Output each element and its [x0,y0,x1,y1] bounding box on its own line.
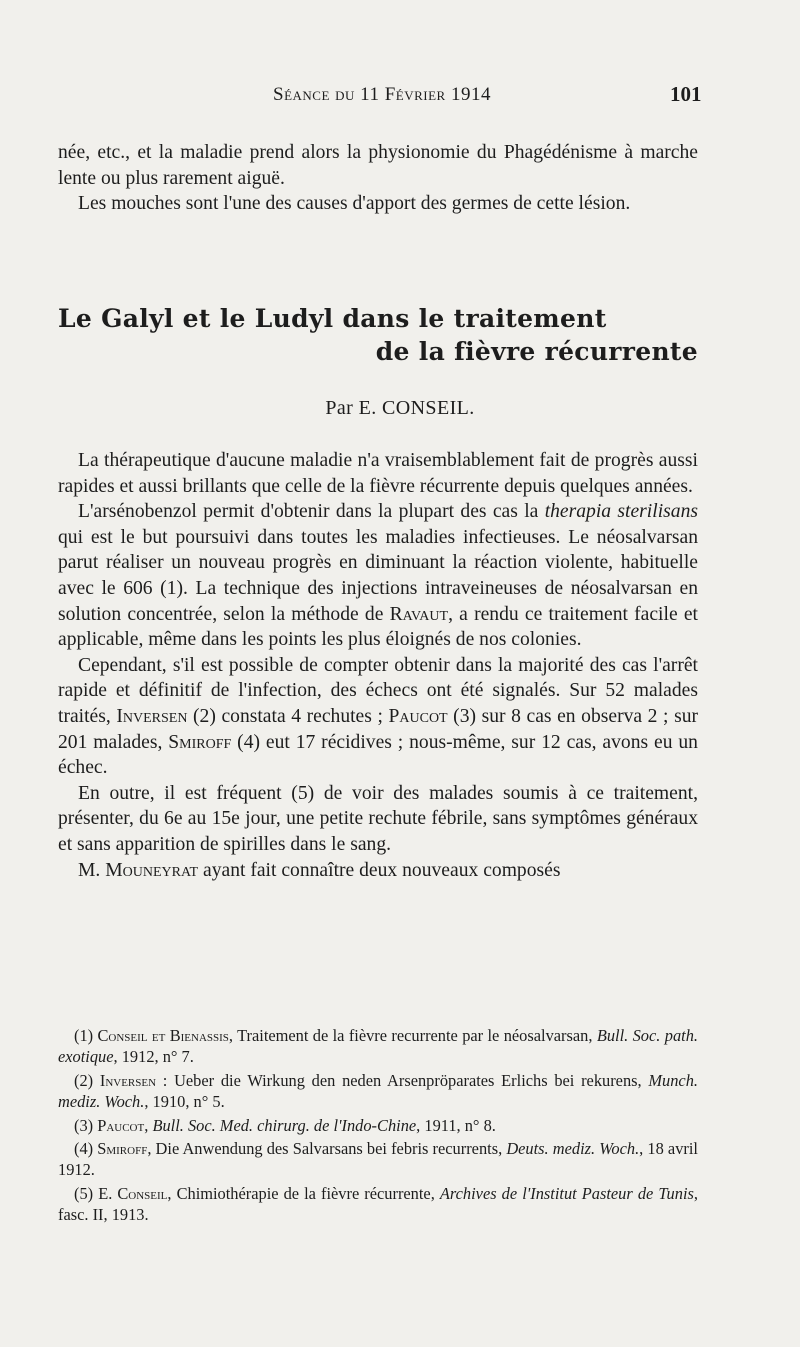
author-name: Smiroff [168,731,232,753]
article-title [58,302,698,368]
paragraph-3: Cependant, s'il est possible de compter obtenir dans la majorité des cas l'arrêt rapide et définitif de l'infection, des échecs ont été signalés. Sur 52 malades traités, Inversen (2) constata 4 rechutes ; Paucot (3) sur 8 cas en observa 2 ; sur 201 malades, Smiroff (4) eut 17 récidives ; nous-même, sur 12 cas, avons eu un échec. [58,654,699,779]
footnote-3: (3) Paucot, Bull. Soc. Med. chirurg. de l'Indo-Chine, 1911, n° 8. [74,1115,496,1135]
running-header [0,84,800,114]
article-author: Par E. CONSEIL. [325,397,475,419]
article-body [58,448,698,883]
intro-paragraph: née, etc., et la maladie prend alors la physionomie du Phagédénisme à marche lente ou plus rarement aiguë. [58,142,698,189]
paragraph-2: L'arsénobenzol permit d'obtenir dans la plupart des cas la therapia sterilisans qui est le but poursuivi dans toutes les maladies infectieuses. Le néosalvarsan parut réaliser un nouveau progrès en diminuant la réaction violente, habituelle avec le 606 (1). La technique des injections intraveineuses de néosalvarsan en solution concentrée, selon la méthode de Ravaut, a rendu ce traitement facile et applicable, même dans les points les plus éloignés de nos colonies. [58,501,698,651]
footnotes [58,1025,698,1228]
footnote-1: (1) Conseil et Bienassis, Traitement de la fièvre recurrente par le néosalvarsan, Bull. Soc. path. exotique, 1912, n° 7. [58,1026,698,1067]
article-title-line-2: de la fièvre récurrente [375,337,698,366]
footnote-4: (4) Smiroff, Die Anwendung des Salvarsans bei febris recurrents, Deuts. mediz. Woch., 18 avril 1912. [58,1139,698,1180]
running-header-title: Séance du 11 Février 1914 [273,84,491,105]
author-name: Paucot [388,705,448,727]
footnote-5: (5) E. Conseil, Chimiothérapie de la fièvre récurrente, Archives de l'Institut Pasteur de Tunis, fasc. II, 1913. [58,1183,698,1225]
footnote-2: (2) Inversen : Ueber die Wirkung den neden Arsenpröparates Erlichs bei rekurens, Munch. mediz. Woch., 1910, n° 5. [58,1070,698,1112]
latin-term: therapia sterilisans [544,501,698,523]
paragraph-4: En outre, il est fréquent (5) de voir des malades soumis à ce traitement, présenter, du 6e au 15e jour, une petite rechute fébrile, sans symptômes généraux et sans apparition de spirilles dans le sang. [58,782,698,855]
paragraph-1: La thérapeutique d'aucune maladie n'a vraisemblablement fait de progrès aussi rapides et aussi brillants que celle de la fièvre récurrente depuis quelques années. [58,450,698,497]
previous-article-ending [58,140,698,217]
page-number: 101 [670,82,702,106]
author-name: Ravaut [389,603,449,625]
author-name: Mouneyrat [105,859,199,881]
intro-paragraph: Les mouches sont l'une des causes d'apport des germes de cette lésion. [78,193,631,215]
article-title-line-1: Le Galyl et le Ludyl dans le traitement [58,304,607,333]
paragraph-5: M. Mouneyrat ayant fait connaître deux nouveaux composés [78,859,561,881]
author-name: Inversen [116,705,188,727]
